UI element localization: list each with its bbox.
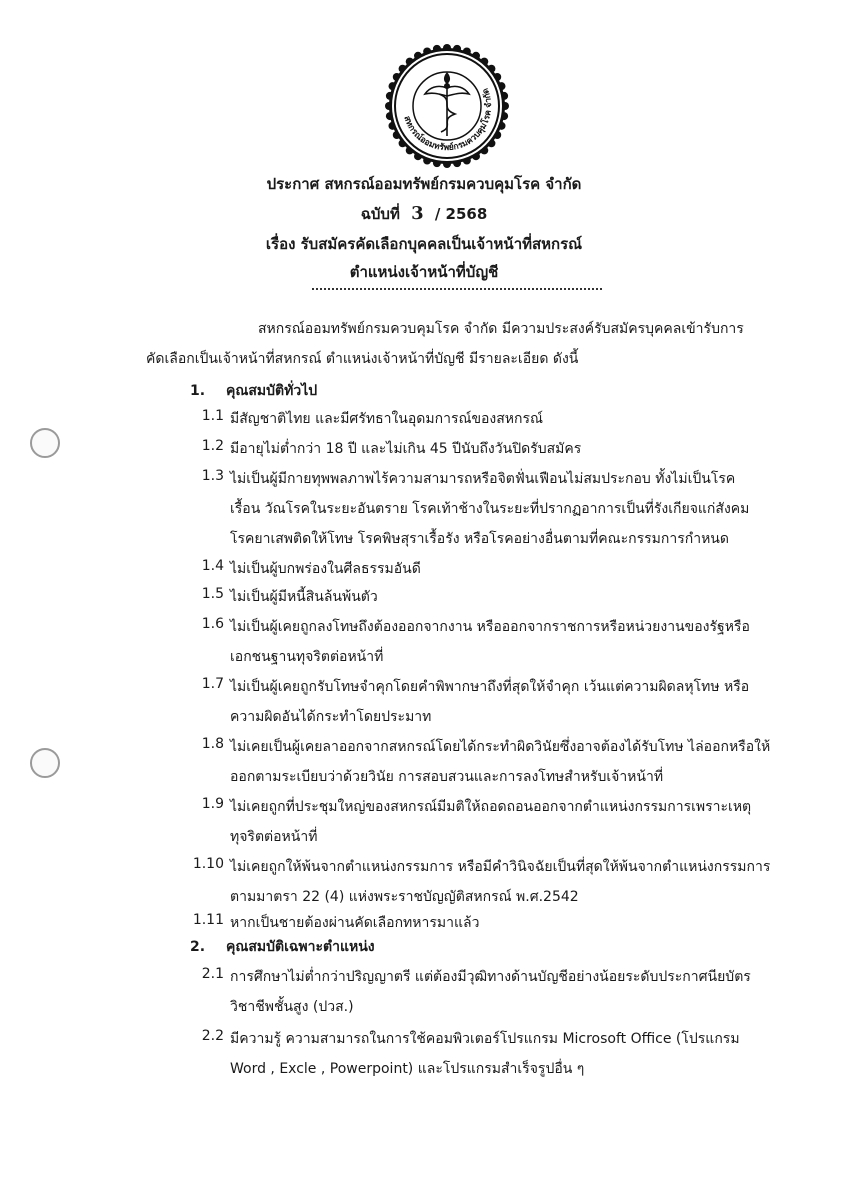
intro-line-2: คัดเลือกเป็นเจ้าหน้าที่สหกรณ์ ตำแหน่งเจ้าหน้าที่บัญชี มีรายละเอียด ดังนี้ [146,351,579,367]
item-text: ไม่เป็นผู้มีหนี้สินล้นพ้นตัว [230,589,378,605]
item-text: ไม่เคยถูกให้พ้นจากตำแหน่งกรรมการ หรือมีคำวินิจฉัยเป็นที่สุดให้พ้นจากตำแหน่งกรรมการ [230,859,771,875]
section-number: 1. [190,383,206,399]
separator-dots [312,288,602,290]
item-continuation: ทุจริตต่อหน้าที่ [230,829,318,845]
item-number: 1.7 [201,676,224,692]
item-text: หากเป็นชายต้องผ่านคัดเลือกทหารมาแล้ว [230,915,480,931]
item-text: การศึกษาไม่ต่ำกว่าปริญญาตรี แต่ต้องมีวุฒิทางด้านบัญชีอย่างน้อยระดับประกาศนียบัตร [230,969,751,985]
item-text: ไม่เคยเป็นผู้เคยลาออกจากสหกรณ์โดยได้กระทำผิดวินัยซึ่งอาจต้องได้รับโทษ ไล่ออกหรือให้ [230,739,771,755]
item-continuation: เอกชนฐานทุจริตต่อหน้าที่ [230,649,384,665]
item-number: 1.5 [201,586,224,602]
issue-prefix: ฉบับที่ [360,205,400,223]
section-heading [190,380,317,402]
item-continuation: โรคยาเสพติดให้โทษ โรคพิษสุราเรื้อรัง หรือโรคอย่างอื่นตามที่คณะกรรมการกำหนด [230,531,729,547]
item-number: 2.2 [201,1028,224,1044]
item-text: มีสัญชาติไทย และมีศรัทธาในอุดมการณ์ของสหกรณ์ [230,411,544,427]
subject-line: เรื่อง รับสมัครคัดเลือกบุคคลเป็นเจ้าหน้าที่สหกรณ์ [265,235,583,253]
seal-ring-text: สหกรณ์ออมทรัพย์กรมควบคุมโรค จำกัด [401,86,495,154]
item-continuation: ตามมาตรา 22 (4) แห่งพระราชบัญญัติสหกรณ์ พ.ศ.2542 [230,889,579,905]
item-number: 1.9 [201,796,224,812]
item-text: ไม่เป็นผู้มีกายทุพพลภาพไร้ความสามารถหรือจิตฟั่นเฟือนไม่สมประกอบ ทั้งไม่เป็นโรค [230,471,736,487]
item-continuation: ออกตามระเบียบว่าด้วยวินัย การสอบสวนและการลงโทษสำหรับเจ้าหน้าที่ [230,769,664,785]
item-text: ไม่เป็นผู้เคยถูกลงโทษถึงต้องออกจากงาน หรือออกจากราชการหรือหน่วยงานของรัฐหรือ [230,619,750,635]
position-line: ตำแหน่งเจ้าหน้าที่บัญชี [349,263,499,281]
intro-line-1: สหกรณ์ออมทรัพย์กรมควบคุมโรค จำกัด มีความประสงค์รับสมัครบุคคลเข้ารับการ [258,321,744,337]
item-number: 2.1 [201,966,224,982]
seal-scallop [443,160,451,168]
punch-hole [30,748,60,778]
item-text: ไม่เป็นผู้บกพร่องในศีลธรรมอันดี [230,561,421,577]
item-number: 1.6 [201,616,224,632]
section-number: 2. [190,939,206,955]
announcement-title: ประกาศ สหกรณ์ออมทรัพย์กรมควบคุมโรค จำกัด [266,175,582,193]
item-continuation: วิชาชีพชั้นสูง (ปวส.) [230,999,354,1015]
section-heading [190,936,375,958]
item-number: 1.4 [201,558,224,574]
item-text: มีความรู้ ความสามารถในการใช้คอมพิวเตอร์โปรแกรม Microsoft Office (โปรแกรม [230,1031,740,1047]
section-title: คุณสมบัติเฉพาะตำแหน่ง [226,939,375,955]
cooperative-seal-icon [385,44,509,168]
issue-line [0,202,848,226]
item-text: ไม่เป็นผู้เคยถูกรับโทษจำคุกโดยคำพิพากษาถึงที่สุดให้จำคุก เว้นแต่ความผิดลหุโทษ หรือ [230,679,750,695]
item-number: 1.11 [192,912,224,928]
item-number: 1.1 [201,408,224,424]
item-number: 1.10 [192,856,224,872]
seal-scallop [443,44,451,52]
section-title: คุณสมบัติทั่วไป [226,383,318,399]
item-number: 1.3 [201,468,224,484]
item-continuation: เรื้อน วัณโรคในระยะอันตราย โรคเท้าช้างในระยะที่ปรากฏอาการเป็นที่รังเกียจแก่สังคม [230,501,750,517]
item-continuation: Word , Excle , Powerpoint) และโปรแกรมสำเร็จรูปอื่น ๆ [230,1061,585,1077]
seal-scallop [501,102,509,110]
issue-number: 3 [411,203,424,224]
item-text: มีอายุไม่ต่ำกว่า 18 ปี และไม่เกิน 45 ปีนับถึงวันปิดรับสมัคร [230,441,582,457]
item-number: 1.8 [201,736,224,752]
punch-hole [30,428,60,458]
item-continuation: ความผิดอันได้กระทำโดยประมาท [230,709,432,725]
issue-year: / 2568 [434,205,488,223]
item-number: 1.2 [201,438,224,454]
item-text: ไม่เคยถูกที่ประชุมใหญ่ของสหกรณ์มีมติให้ถอดถอนออกจากตำแหน่งกรรมการเพราะเหตุ [230,799,752,815]
seal-scallop [385,102,393,110]
